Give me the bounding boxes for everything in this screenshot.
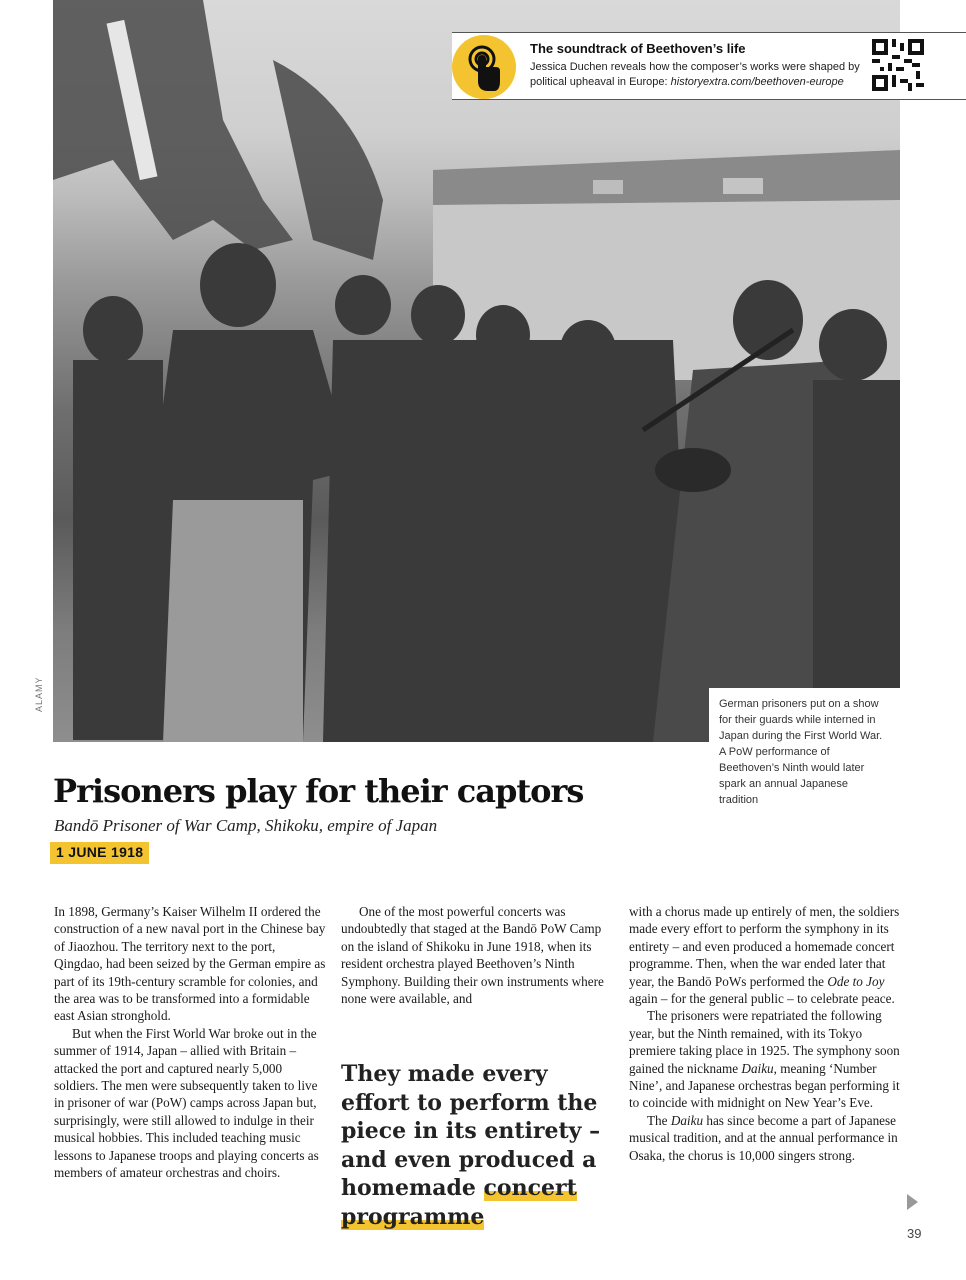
text-run-italic: Daiku <box>670 1112 704 1128</box>
pull-quote-text: They made every effort to perform the piece in its entirety – and even produced a homemade <box>341 1061 601 1201</box>
promo-link[interactable]: historyextra.com/beethoven-europe <box>670 76 844 88</box>
archival-photo <box>53 0 900 742</box>
qr-code-icon[interactable] <box>872 39 924 91</box>
body-column-2 <box>341 903 605 1007</box>
paragraph: In 1898, Germany’s Kaiser Wilhelm II ordered the construction of a new naval port in the Chinese bay of Jiaozhou. The territory next to the port, Qingdao, had been seized by the German empire as part of its 19th-century scramble for colonies, and the area was to be transformed into a formidable east Asian stronghold. <box>54 904 326 1024</box>
photo-caption: German prisoners put on a show for their guards while interned in Japan during the First World War. A PoW performance of Beethoven’s Ninth would later spark an annual Japanese tradition <box>709 688 900 803</box>
paragraph: But when the First World War broke out in the summer of 1914, Japan – allied with Britain – attacked the port and captured nearly 5,000 soldiers. The men were subsequently taken to live in prisoner of war (PoW) camps across Japan but, surprisingly, were still allowed to indulge in their musical hobbies. This included teaching music lessons to Japanese troops and playing concerts as members of amateur orchestras and choirs. <box>54 1025 319 1181</box>
paragraph <box>629 1112 901 1164</box>
promo-text <box>530 60 865 90</box>
photo-scene <box>53 0 900 742</box>
related-article-promo[interactable] <box>452 32 966 100</box>
tap-finger-icon <box>452 35 516 99</box>
text-run: with a chorus made up entirely of men, the soldiers made every effort to perform the symphony in its entirety – and even produced a homemade concert programme. Then, when the war ended later that year, the Bandō PoWs performed the <box>629 904 900 989</box>
paragraph <box>629 1007 901 1111</box>
article-headline: Prisoners play for their captors <box>53 772 584 810</box>
paragraph: One of the most powerful concerts was undoubtedly that staged at the Bandō PoW Camp on the island of Shikoku in June 1918, when its resident orchestra played Beethoven’s Ninth Symphony. Building their own instruments where none were available, and <box>341 904 604 1007</box>
article-subhead: Bandō Prisoner of War Camp, Shikoku, empire of Japan <box>54 816 438 835</box>
pull-quote-highlight: concert programme <box>341 1175 577 1230</box>
text-run: again – for the general public – to celebrate peace. <box>629 991 895 1007</box>
text-run: The <box>647 1112 671 1128</box>
text-run: The prisoners were repatriated the following year, but the Ninth remained, with its Tokyo premiere taking place in 1925. The symphony soon gained the nickname <box>629 1008 900 1076</box>
paragraph <box>629 903 901 1007</box>
next-page-arrow-icon[interactable] <box>907 1194 918 1210</box>
photo-credit: ALAMY <box>34 676 44 712</box>
text-run-italic: Daiku <box>741 1060 774 1076</box>
text-run: , meaning ‘Number Nine’, and Japanese orchestras began performing it to coincide with midnight on New Year’s Eve. <box>629 1060 900 1111</box>
page-number: 39 <box>907 1226 922 1241</box>
body-column-3 <box>629 903 901 1164</box>
date-badge: 1 JUNE 1918 <box>50 842 149 864</box>
promo-body: Jessica Duchen reveals how the composer’s works were shaped by political upheaval in Europe: <box>530 61 860 88</box>
pull-quote <box>341 1060 611 1231</box>
promo-title: The soundtrack of Beethoven’s life <box>530 41 746 56</box>
body-column-1 <box>54 903 326 1182</box>
text-run: has since become a part of Japanese musical tradition, and at the annual performance in Osaka, the chorus is 10,000 singers strong. <box>629 1112 898 1163</box>
text-run-italic: Ode to Joy <box>827 973 885 989</box>
